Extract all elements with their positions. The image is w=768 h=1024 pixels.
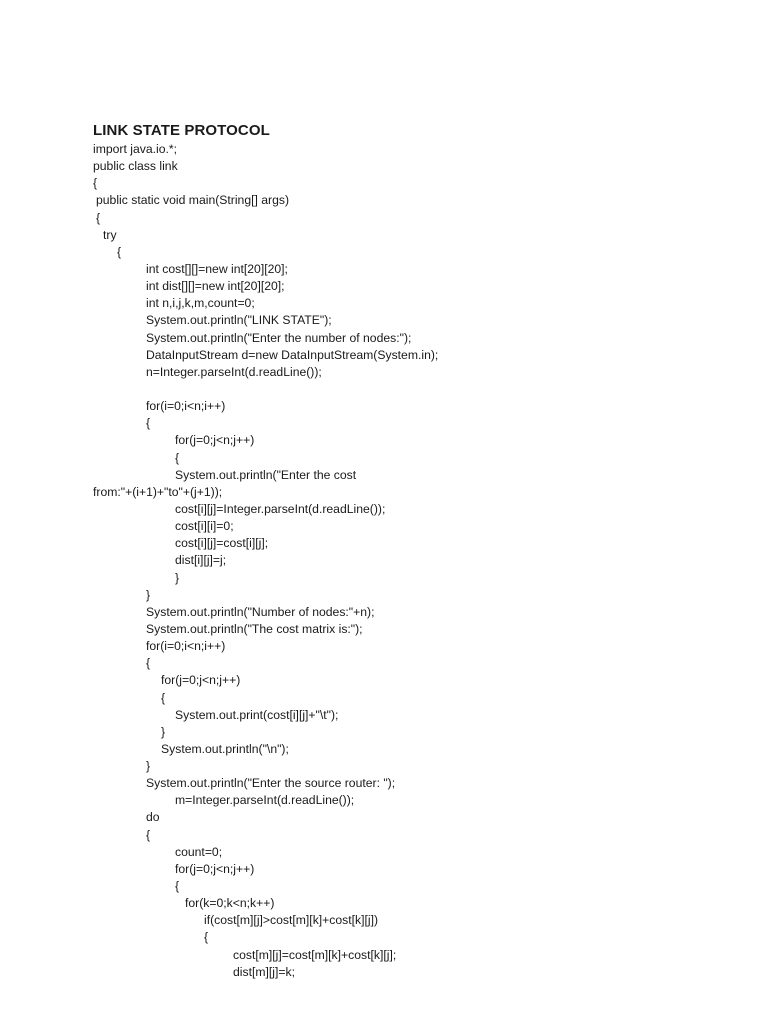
code-line: {	[93, 176, 98, 191]
code-line: if(cost[m][j]>cost[m][k]+cost[k][j])	[204, 913, 379, 928]
code-line: System.out.println("Number of nodes:"+n);	[146, 604, 375, 619]
document-title: LINK STATE PROTOCOL	[93, 122, 270, 139]
code-line: System.out.print(cost[i][j]+"\t");	[175, 707, 339, 722]
code-line: DataInputStream d=new DataInputStream(System.in);	[146, 347, 439, 362]
code-line: for(k=0;k<n;k++)	[185, 896, 275, 911]
code-line: for(j=0;j<n;j++)	[175, 861, 255, 876]
code-line: for(j=0;j<n;j++)	[161, 673, 241, 688]
code-line: {	[204, 930, 209, 945]
code-line: int dist[][]=new int[20][20];	[146, 279, 285, 294]
code-line: System.out.println("Enter the cost	[175, 467, 357, 482]
code-line: {	[146, 416, 151, 431]
code-line: {	[175, 450, 180, 465]
code-line: }	[175, 570, 180, 585]
code-line: public static void main(String[] args)	[96, 193, 290, 208]
code-line: import java.io.*;	[93, 142, 177, 156]
code-line: {	[96, 210, 101, 225]
code-line: for(i=0;i<n;i++)	[146, 639, 226, 654]
code-line: }	[161, 724, 166, 739]
code-line: System.out.println("LINK STATE");	[146, 313, 332, 328]
code-line: dist[i][j]=j;	[175, 553, 227, 568]
code-line	[0, 381, 768, 398]
code-line: }	[146, 587, 151, 602]
code-line: n=Integer.parseInt(d.readLine());	[146, 364, 322, 379]
code-line: int n,i,j,k,m,count=0;	[146, 296, 255, 311]
code-line: {	[146, 827, 151, 842]
code-line: for(i=0;i<n;i++)	[146, 399, 226, 414]
code-listing	[0, 141, 768, 981]
code-line: System.out.println("The cost matrix is:");	[146, 621, 363, 636]
code-line: }	[146, 759, 151, 774]
code-line: from:"+(i+1)+"to"+(j+1));	[93, 484, 223, 499]
code-line: for(j=0;j<n;j++)	[175, 433, 255, 448]
code-line: dist[m][j]=k;	[233, 964, 295, 979]
code-line: int cost[][]=new int[20][20];	[146, 261, 288, 276]
code-line: cost[i][j]=cost[i][j];	[175, 536, 269, 551]
code-line: cost[m][j]=cost[m][k]+cost[k][j];	[233, 947, 397, 962]
code-line: System.out.println("Enter the number of nodes:");	[146, 330, 412, 345]
code-line: System.out.println("\n");	[161, 741, 289, 756]
code-line: m=Integer.parseInt(d.readLine());	[175, 793, 355, 808]
code-line: try	[103, 227, 117, 242]
code-line: {	[175, 879, 180, 894]
code-line: count=0;	[175, 844, 223, 859]
code-line: do	[146, 810, 160, 825]
code-line: {	[146, 656, 151, 671]
code-line: public class link	[93, 159, 178, 174]
code-line: cost[i][i]=0;	[175, 519, 234, 534]
code-line: {	[117, 244, 122, 259]
code-line: System.out.println("Enter the source router: ");	[146, 776, 396, 791]
code-line: {	[161, 690, 166, 705]
code-line: cost[i][j]=Integer.parseInt(d.readLine());	[175, 501, 386, 516]
